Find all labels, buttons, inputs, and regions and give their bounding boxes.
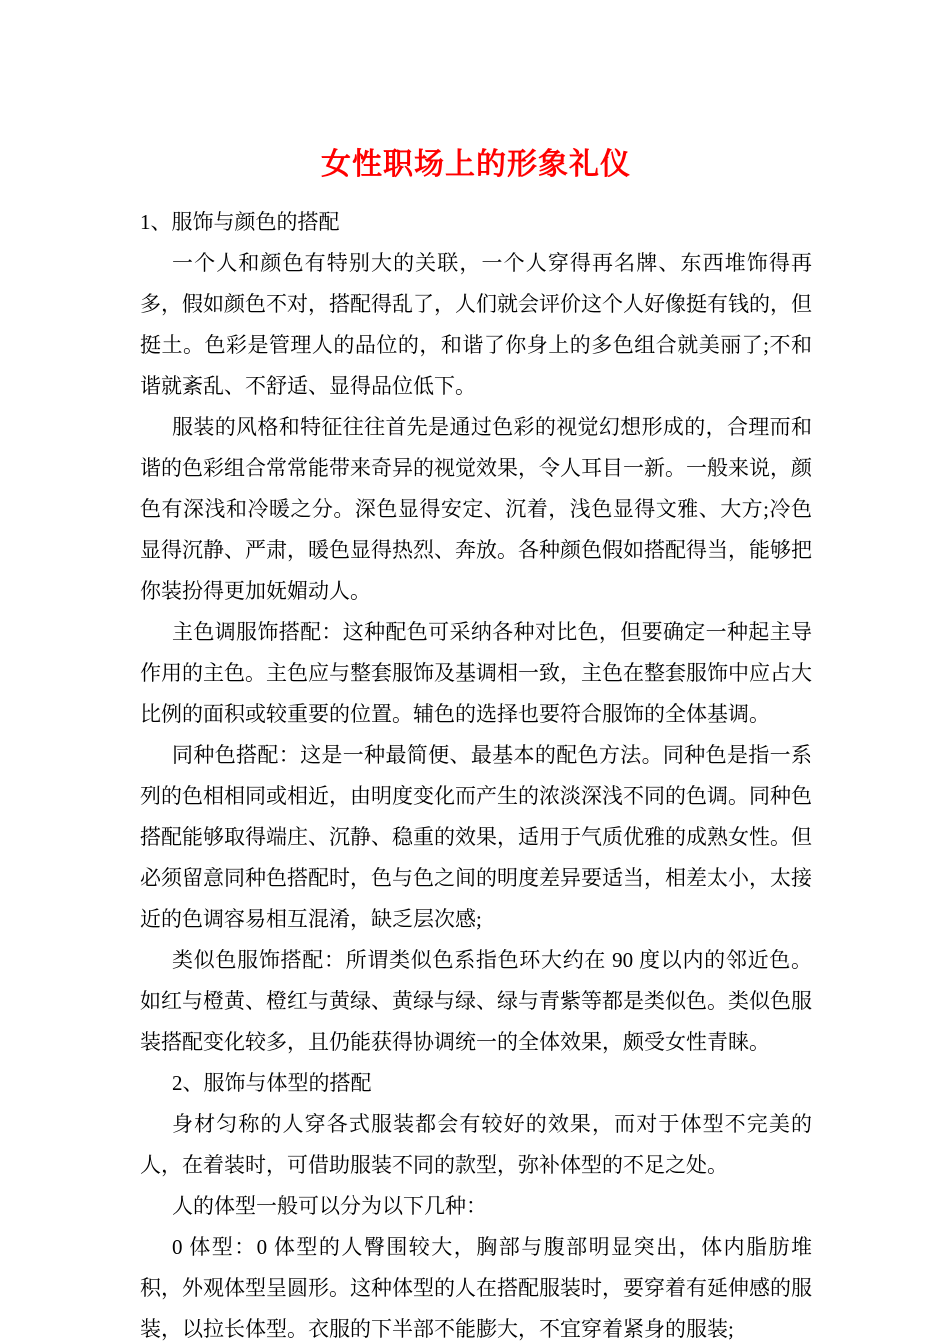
paragraph-same-color-match: 同种色搭配：这是一种最简便、最基本的配色方法。同种色是指一系列的色相相同或相近，由明度变化而产生的浓淡深浅不同的色调。同种色搭配能够取得端庄、沉静、稳重的效果，适用于气质优雅的成熟女性。但必须留意同种色搭配时，色与色之间的明度差异要适当，相差太小，太接近的色调容易相互混淆，缺乏层次感; — [140, 743, 812, 931]
paragraph-color-style: 服装的风格和特征往往首先是通过色彩的视觉幻想形成的，合理而和谐的色彩组合常常能带来奇异的视觉效果，令人耳目一新。一般来说，颜色有深浅和冷暖之分。深色显得安定、沉着，浅色显得文雅、大方;冷色显得沉静、严肃，暖色显得热烈、奔放。各种颜色假如搭配得当，能够把你装扮得更加妩媚动人。 — [140, 415, 812, 603]
paragraph-color-relation: 一个人和颜色有特别大的关联，一个人穿得再名牌、东西堆饰得再多，假如颜色不对，搭配得乱了，人们就会评价这个人好像挺有钱的，但挺土。色彩是管理人的品位的，和谐了你身上的多色组合就美丽了;不和谐就紊乱、不舒适、显得品位低下。 — [140, 251, 812, 398]
paragraph-similar-color-match: 类似色服饰搭配：所谓类似色系指色环大约在 90 度以内的邻近色。如红与橙黄、橙红与黄绿、黄绿与绿、绿与青紫等都是类似色。类似色服装搭配变化较多，且仍能获得协调统一的全体效果，颇受女性青睐。 — [140, 948, 812, 1054]
paragraph-body-shape-intro: 身材匀称的人穿各式服装都会有较好的效果，而对于体型不完美的人，在着装时，可借助服装不同的款型，弥补体型的不足之处。 — [140, 1112, 812, 1177]
document-content — [140, 144, 812, 1344]
paragraph-main-color-match: 主色调服饰搭配：这种配色可采纳各种对比色，但要确定一种起主导作用的主色。主色应与整套服饰及基调相一致，主色在整套服饰中应占大比例的面积或较重要的位置。辅色的选择也要符合服饰的全体基调。 — [140, 620, 812, 726]
paragraph-body-type-list-intro: 人的体型一般可以分为以下几种： — [172, 1194, 487, 1218]
section-heading-2: 2、服饰与体型的搭配 — [172, 1071, 372, 1095]
section-heading-1: 1、服饰与颜色的搭配 — [140, 210, 340, 234]
paragraph-o-body-type: 0 体型：0 体型的人臀围较大，胸部与腹部明显突出，体内脂肪堆积，外观体型呈圆形。这种体型的人在搭配服装时，要穿着有延伸感的服装，以拉长体型。衣服的下半部不能膨大，不宜穿着紧身的服装; — [140, 1235, 812, 1341]
document-title: 女性职场上的形象礼仪 — [321, 148, 631, 181]
